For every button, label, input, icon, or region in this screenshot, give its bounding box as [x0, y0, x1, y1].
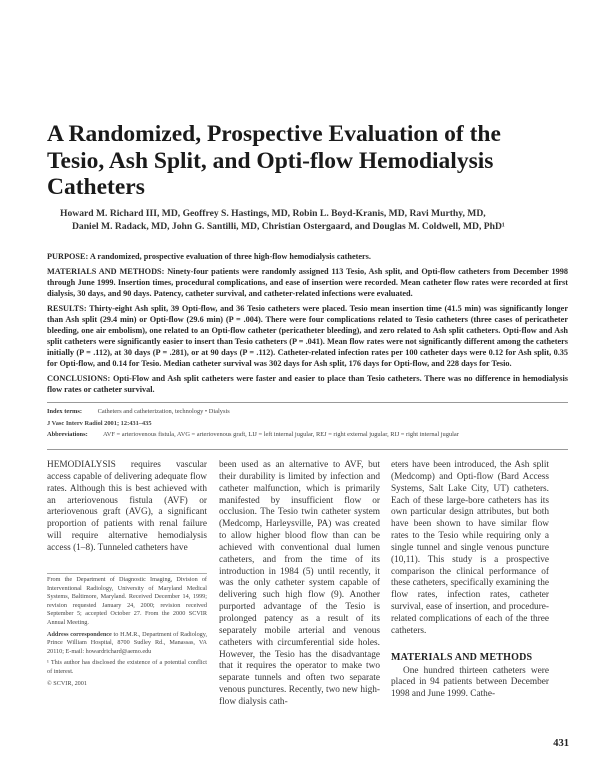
- abstract-purpose: PURPOSE: A randomized, prospective evaluation of three high-flow hemodialysis catheters.: [47, 252, 371, 261]
- article-metadata: [47, 406, 568, 441]
- abstract-results: RESULTS: Thirty-eight Ash split, 39 Opti-flow, and 36 Tesio catheters were placed. Tesio mean insertion time (41.5 min) was significantly longer than Ash split (29.4 min) or Opti-flow (29.6 min) (P = .004). There were four complications related to Tesio catheters (three cases of pericatheter bleeding, one air embolism), one related to an Opti-flow catheter (pericatheter bleeding), and zero related to Ash split catheters. Opti-flow and Ash split catheters were significantly easier to insert than Tesio catheters (P = .041). Mean flow rates were not significantly different among the catheters initially (P = .112), at 30 days (P = .281), or at 90 days (P = .112). Catheter-related infection rates per 100 catheter days were 0.12 for Ash split, 0.35 for Opti-flow, and 0.14 for Tesio. Median catheter survival was 302 days for Ash split, 176 days for Opti-flow, and 228 days for Tesio.: [47, 304, 568, 368]
- author-line: Howard M. Richard III, MD, Geoffrey S. Hastings, MD, Robin L. Boyd-Kranis, MD, Ravi Murthy, MD,: [60, 208, 486, 219]
- section-paragraph: One hundred thirteen catheters were placed in 94 patients between December 1998 and June 1999. Cathe-: [391, 665, 549, 700]
- index-terms-text: Catheters and catheterization, technology • Dialysis: [97, 408, 230, 415]
- title-line: Catheters: [47, 174, 145, 200]
- index-terms-label: Index terms:: [47, 408, 82, 415]
- divider: [47, 402, 568, 403]
- dropcap-word: HEMODIALYSIS: [47, 460, 116, 470]
- author-list: [60, 208, 575, 233]
- copyright: © SCVIR, 2001: [47, 679, 87, 687]
- intro-text: requires vascular access capable of delivering adequate flow rates. Although this is best achieved with an arteriovenous fistula (AVF) or arteriovenous graft (AVG), a significant proportion of patients with renal failure will require alternative hemodialysis access (1–8). Tunneled catheters have: [47, 460, 207, 553]
- footnote: [47, 576, 207, 691]
- footnote-divider: [47, 573, 207, 574]
- divider: [47, 449, 568, 450]
- correspondence-label: Address correspondence: [47, 630, 112, 638]
- citation: J Vasc Interv Radiol 2001; 12:431–435: [47, 419, 152, 427]
- abbreviations: [47, 429, 568, 441]
- page-number: 431: [553, 738, 569, 749]
- body-column-3: [391, 460, 549, 701]
- title-line: Tesio, Ash Split, and Opti-flow Hemodialysis: [47, 147, 494, 174]
- abbreviations-text: AVF = arteriovenous fistula, AVG = arteriovenous graft, LIJ = left internal jugular, REJ = right external jugular, RIJ = right internal jugular: [102, 431, 459, 438]
- correspondence-text: to H.M.R., Department of Radiology, Prince William Hospital, 8700 Sudley Rd., Manassas, VA 20110; E-mail: howardrichard@aemo.edu: [47, 630, 207, 655]
- abstract: [47, 251, 568, 399]
- abstract-conclusions: CONCLUSIONS: Opti-Flow and Ash split catheters were faster and easier to place than Tesio catheters. There was no difference in hemodialysis flow rates or catheter survival.: [47, 374, 568, 394]
- disclosure: ¹ This author has disclosed the existence of a potential conflict of interest.: [47, 659, 207, 675]
- author-line: Daniel M. Radack, MD, John G. Santilli, MD, Christian Ostergaard, and Douglas M. Coldwell, MD, PhD¹: [72, 220, 505, 232]
- body-paragraph: eters have been introduced, the Ash split (Medcomp) and Opti-flow (Bard Access Systems, Salt Lake City, UT) catheters. Each of these large-bore catheters has its own particular design attributes, but both have been shown to have similar flow rates to the Tesio while requiring only a single tunnel and single venous puncture (10,11). This study is a prospective comparison the clinical performance of these catheters, specifically examining the flow rates, infection rates, catheter survival, ease of insertion, and procedure-related complications of each of the three catheters.: [391, 460, 549, 636]
- intro-paragraph: [47, 460, 207, 555]
- body-column-1: [47, 460, 207, 555]
- body-paragraph: been used as an alternative to AVF, but their durability is limited by infection and catheter malfunction, which is primarily manifested by insufficient flow or occlusion. The Tesio twin catheter system (Medcomp, Harleysville, PA) was created to allow higher blood flow than can be achieved with conventional dual lumen catheters, and from the time of its introduction in 1984 (5) until recently, it was the only catheter system capable of delivering such high flow (9). Another purported advantage of the Tesio is prolonged patency as a result of its separately mobile arterial and venous catheters with circumferential side holes. However, the Tesio has the disadvantage that it requires the operator to make two separate tunnels and often two separate venous punctures. Recently, two new high-flow dialysis cath-: [219, 460, 380, 707]
- index-terms: [47, 406, 568, 418]
- abstract-methods: MATERIALS AND METHODS: Ninety-four patients were randomly assigned 113 Tesio, Ash split, and Opti-flow catheters from December 1998 through June 1999. Insertion times, procedural complications, and ease of insertion were recorded. Mean catheter flow rates were recorded at first dialysis, 30 days, and 90 days. Patency, catheter survival, and catheter-related infections were evaluated.: [47, 267, 568, 298]
- article-title: [47, 121, 567, 201]
- correspondence: [47, 631, 207, 657]
- affiliation: From the Department of Diagnostic Imaging, Division of Interventional Radiology, University of Maryland Medical Systems, Baltimore, Maryland. Received December 14, 1999; revision requested January 24, 2000; revision received September 5; accepted October 27. From the 2000 SCVIR Annual Meeting.: [47, 576, 207, 626]
- body-column-2: [219, 460, 380, 709]
- abbreviations-label: Abbreviations:: [47, 431, 88, 438]
- section-heading: MATERIALS AND METHODS: [391, 651, 533, 663]
- title-line: A Randomized, Prospective Evaluation of the: [47, 121, 501, 147]
